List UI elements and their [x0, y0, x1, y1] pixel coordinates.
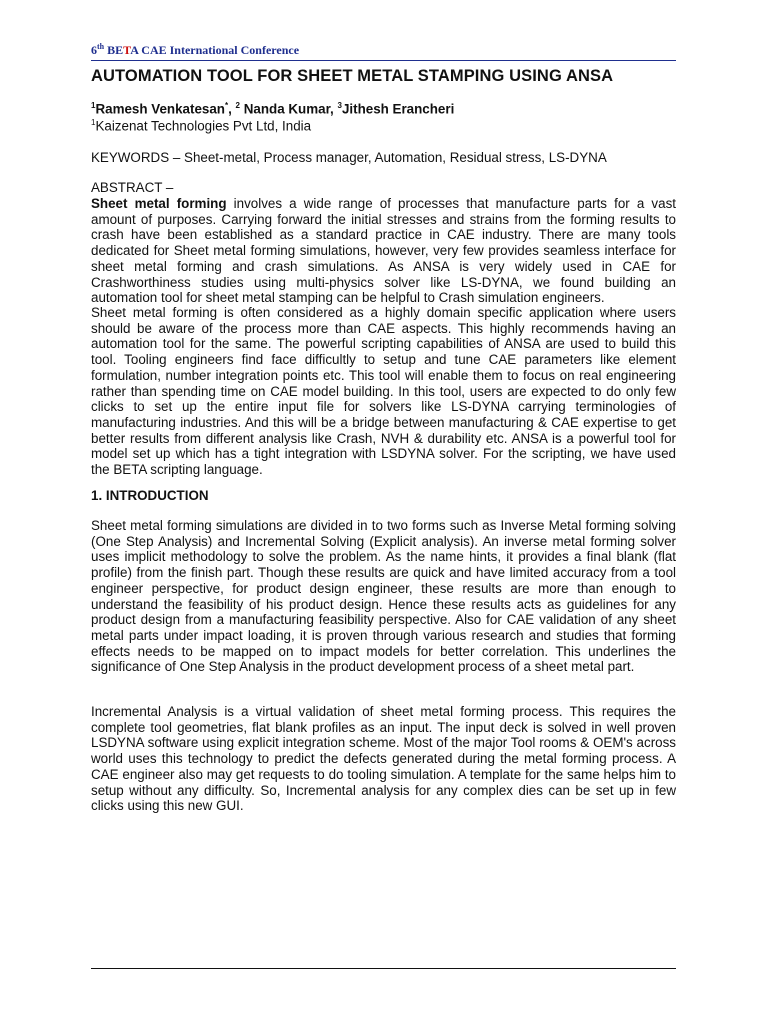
abstract-paragraph-2: Sheet metal forming is often considered as a highly domain specific application where users should be aware of the process more than CAE aspects. This highly recommends having an automation tool for the same. The powerful scripting capabilities of ANSA are used to build this tool. Tooling engineers find face difficultly to setup and tune CAE parameters like element formulation, number integration points etc. This tool will enable them to focus on real engineering rather than spending time on CAE model building. In this tool, users are expected to do only few clicks to set up the entire input file for solvers like LS-DYNA carrying terminologies of manufacturing industries. And this will be a bridge between manufacturing & CAE expertise to get better results from different analysis like Crash, NVH & durability etc. ANSA is a powerful tool for model set up which has a tight integration with LSDYNA solver. For the scripting, we have used the BETA scripting language.	[91, 305, 676, 478]
conference-t: T	[123, 43, 131, 57]
author-1-name: Ramesh Venkatesan	[95, 101, 225, 117]
paper-title: AUTOMATION TOOL FOR SHEET METAL STAMPING USING ANSA	[91, 67, 614, 85]
abstract-p1-text: involves a wide range of processes that manufacture parts for a vast amount of purposes. Carrying forward the initial stresses and strains from the forming results to crash have been established as a standard practice in CAE industry. There are many tools dedicated for Sheet metal forming simulations, however, very few provides seamless interface for sheet metal forming and crash simulations. As ANSA is very widely used in CAE for Crashworthiness studies using multi-physics solver like LS-DYNA, we found building an automation tool for sheet metal stamping can be helpful to Crash simulation engineers.	[91, 196, 676, 306]
conference-rest: CAE International Conference	[138, 43, 300, 57]
footer-rule	[91, 968, 676, 969]
conference-suffix: th	[97, 42, 105, 51]
conference-a: A	[130, 43, 139, 57]
author-list: $^1$Ramesh Venkatesan*, $^2$ Nanda Kumar, $^3$Jithesh Erancheri	[91, 101, 455, 117]
affiliation-text: Kaizenat Technologies Pvt Ltd, India	[95, 118, 312, 134]
author-2-sup: 2	[235, 101, 240, 110]
affiliation	[91, 118, 311, 133]
abstract-heading: ABSTRACT –	[91, 180, 174, 195]
author-3-sup: 3	[337, 101, 342, 110]
corresponding-mark: *	[224, 101, 229, 110]
header-rule	[91, 60, 676, 61]
author-1-sup: 1	[91, 101, 96, 110]
intro-paragraph-1: Sheet metal forming simulations are divided in to two forms such as Inverse Metal forming solving (One Step Analysis) and Incremental Solving (Explicit analysis). An inverse metal forming solver uses implicit methodology to solve the problem. As the name hints, it provides a final blank (flat profile) from the finish part. Though these results are quick and have limited accuracy from a tool engineer perspective, for product design engineer, these results are more than enough to understand the feasibility of his product design. Hence these results acts as guidelines for any product design from a manufacturing feasibility perspective. Also for CAE validation of any sheet metal parts under impact loading, it is proven through various research and studies that forming effects needs to be mapped on to impact models for better correlation. This underlines the significance of One Step Analysis in the product development process of a sheet metal part.	[91, 518, 676, 675]
author-2-name: Nanda Kumar,	[240, 101, 338, 117]
conference-be: BE	[107, 43, 124, 57]
conference-number: 6	[91, 43, 97, 57]
abstract-paragraph-1	[91, 196, 676, 306]
abstract-lead-bold: Sheet metal forming	[91, 196, 227, 211]
affiliation-sup: 1	[91, 118, 96, 127]
keywords-line: KEYWORDS – Sheet-metal, Process manager, Automation, Residual stress, LS-DYNA	[91, 150, 607, 165]
author-3-name: Jithesh Erancheri	[341, 101, 455, 117]
conference-header	[91, 42, 299, 58]
intro-paragraph-2: Incremental Analysis is a virtual validation of sheet metal forming process. This requires the complete tool geometries, flat blank profiles as an input. The input deck is solved in well proven LSDYNA software using explicit integration scheme. Most of the major Tool rooms & OEM's across world uses this technology to predict the defects generated during the metal forming process. A CAE engineer also may get requests to do tooling simulation. A template for the same helps him to setup without any difficulty. So, Incremental analysis for any complex dies can be set up in few clicks using this new GUI.	[91, 704, 676, 814]
section-heading-introduction: 1. INTRODUCTION	[91, 488, 209, 503]
